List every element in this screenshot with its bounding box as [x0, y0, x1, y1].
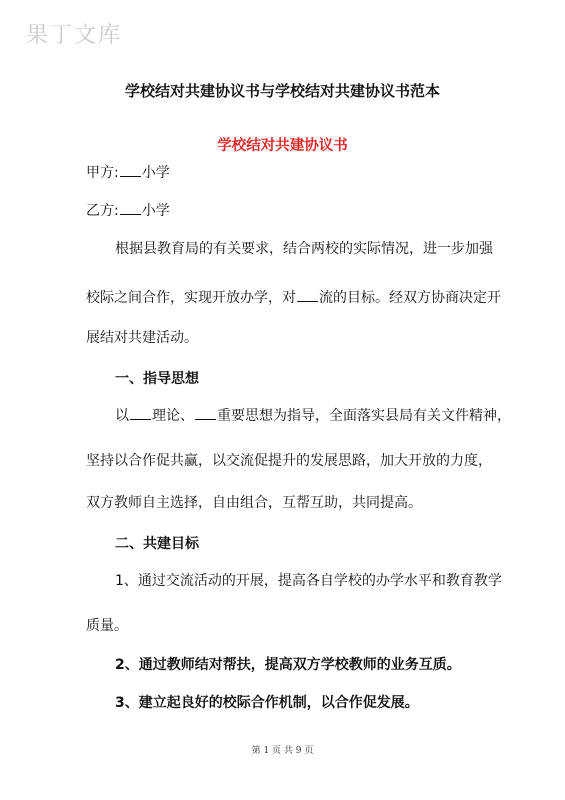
intro-line-1: 根据县教育局的有关要求，结合两校的实际情况，进一步加强: [115, 241, 493, 257]
blank-field: [297, 289, 318, 302]
section-2-point-1-line-2: 质量。: [86, 618, 128, 634]
section-2-heading: 二、共建目标: [115, 536, 199, 552]
section-1-line-2: 坚持以合作促共赢，以交流促提升的发展思路，加大开放的力度，: [86, 453, 492, 469]
intro-line-2: [86, 287, 501, 307]
document-subtitle: 学校结对共建协议书: [217, 138, 348, 154]
party-a-label: 甲方:: [86, 165, 119, 181]
page-footer: 第 1 页 共 9 页: [251, 746, 314, 756]
blank-field: [120, 202, 141, 215]
section-2-point-2: 2、通过教师结对帮扶，提高双方学校教师的业务互质。: [115, 657, 461, 673]
party-a-suffix: 小学: [141, 165, 170, 181]
section-1-line-3: 双方教师自主选择，自由组合，互帮互助，共同提高。: [86, 495, 422, 511]
intro-line-2b: 流的目标。经双方协商决定开: [319, 290, 501, 306]
document-title: 学校结对共建协议书与学校结对共建协议书范本: [124, 82, 440, 100]
blank-field: [195, 407, 216, 420]
blank-field: [120, 164, 141, 177]
section-1-line-1: [115, 405, 511, 425]
blank-field: [130, 407, 151, 420]
party-b-suffix: 小学: [141, 203, 170, 219]
watermark-logo: 果丁文库: [26, 23, 123, 48]
intro-line-2a: 校际之间合作，实现开放办学，对: [86, 290, 296, 306]
section-2-point-3: 3、建立起良好的校际合作机制，以合作促发展。: [115, 695, 419, 711]
party-b-line: [86, 200, 170, 220]
section-1-line-1b: 理论、: [152, 408, 194, 424]
party-b-label: 乙方:: [86, 203, 119, 219]
section-1-heading: 一、指导思想: [115, 371, 199, 387]
section-1-line-1a: 以: [115, 408, 129, 424]
section-1-line-1c: 重要思想为指导，全面落实县局有关文件精神，: [217, 408, 511, 424]
section-2-point-1-line-1: 1、通过交流活动的开展，提高各自学校的办学水平和教育教学: [115, 573, 502, 589]
party-a-line: [86, 162, 170, 182]
intro-line-3: 展结对共建活动。: [86, 330, 198, 346]
